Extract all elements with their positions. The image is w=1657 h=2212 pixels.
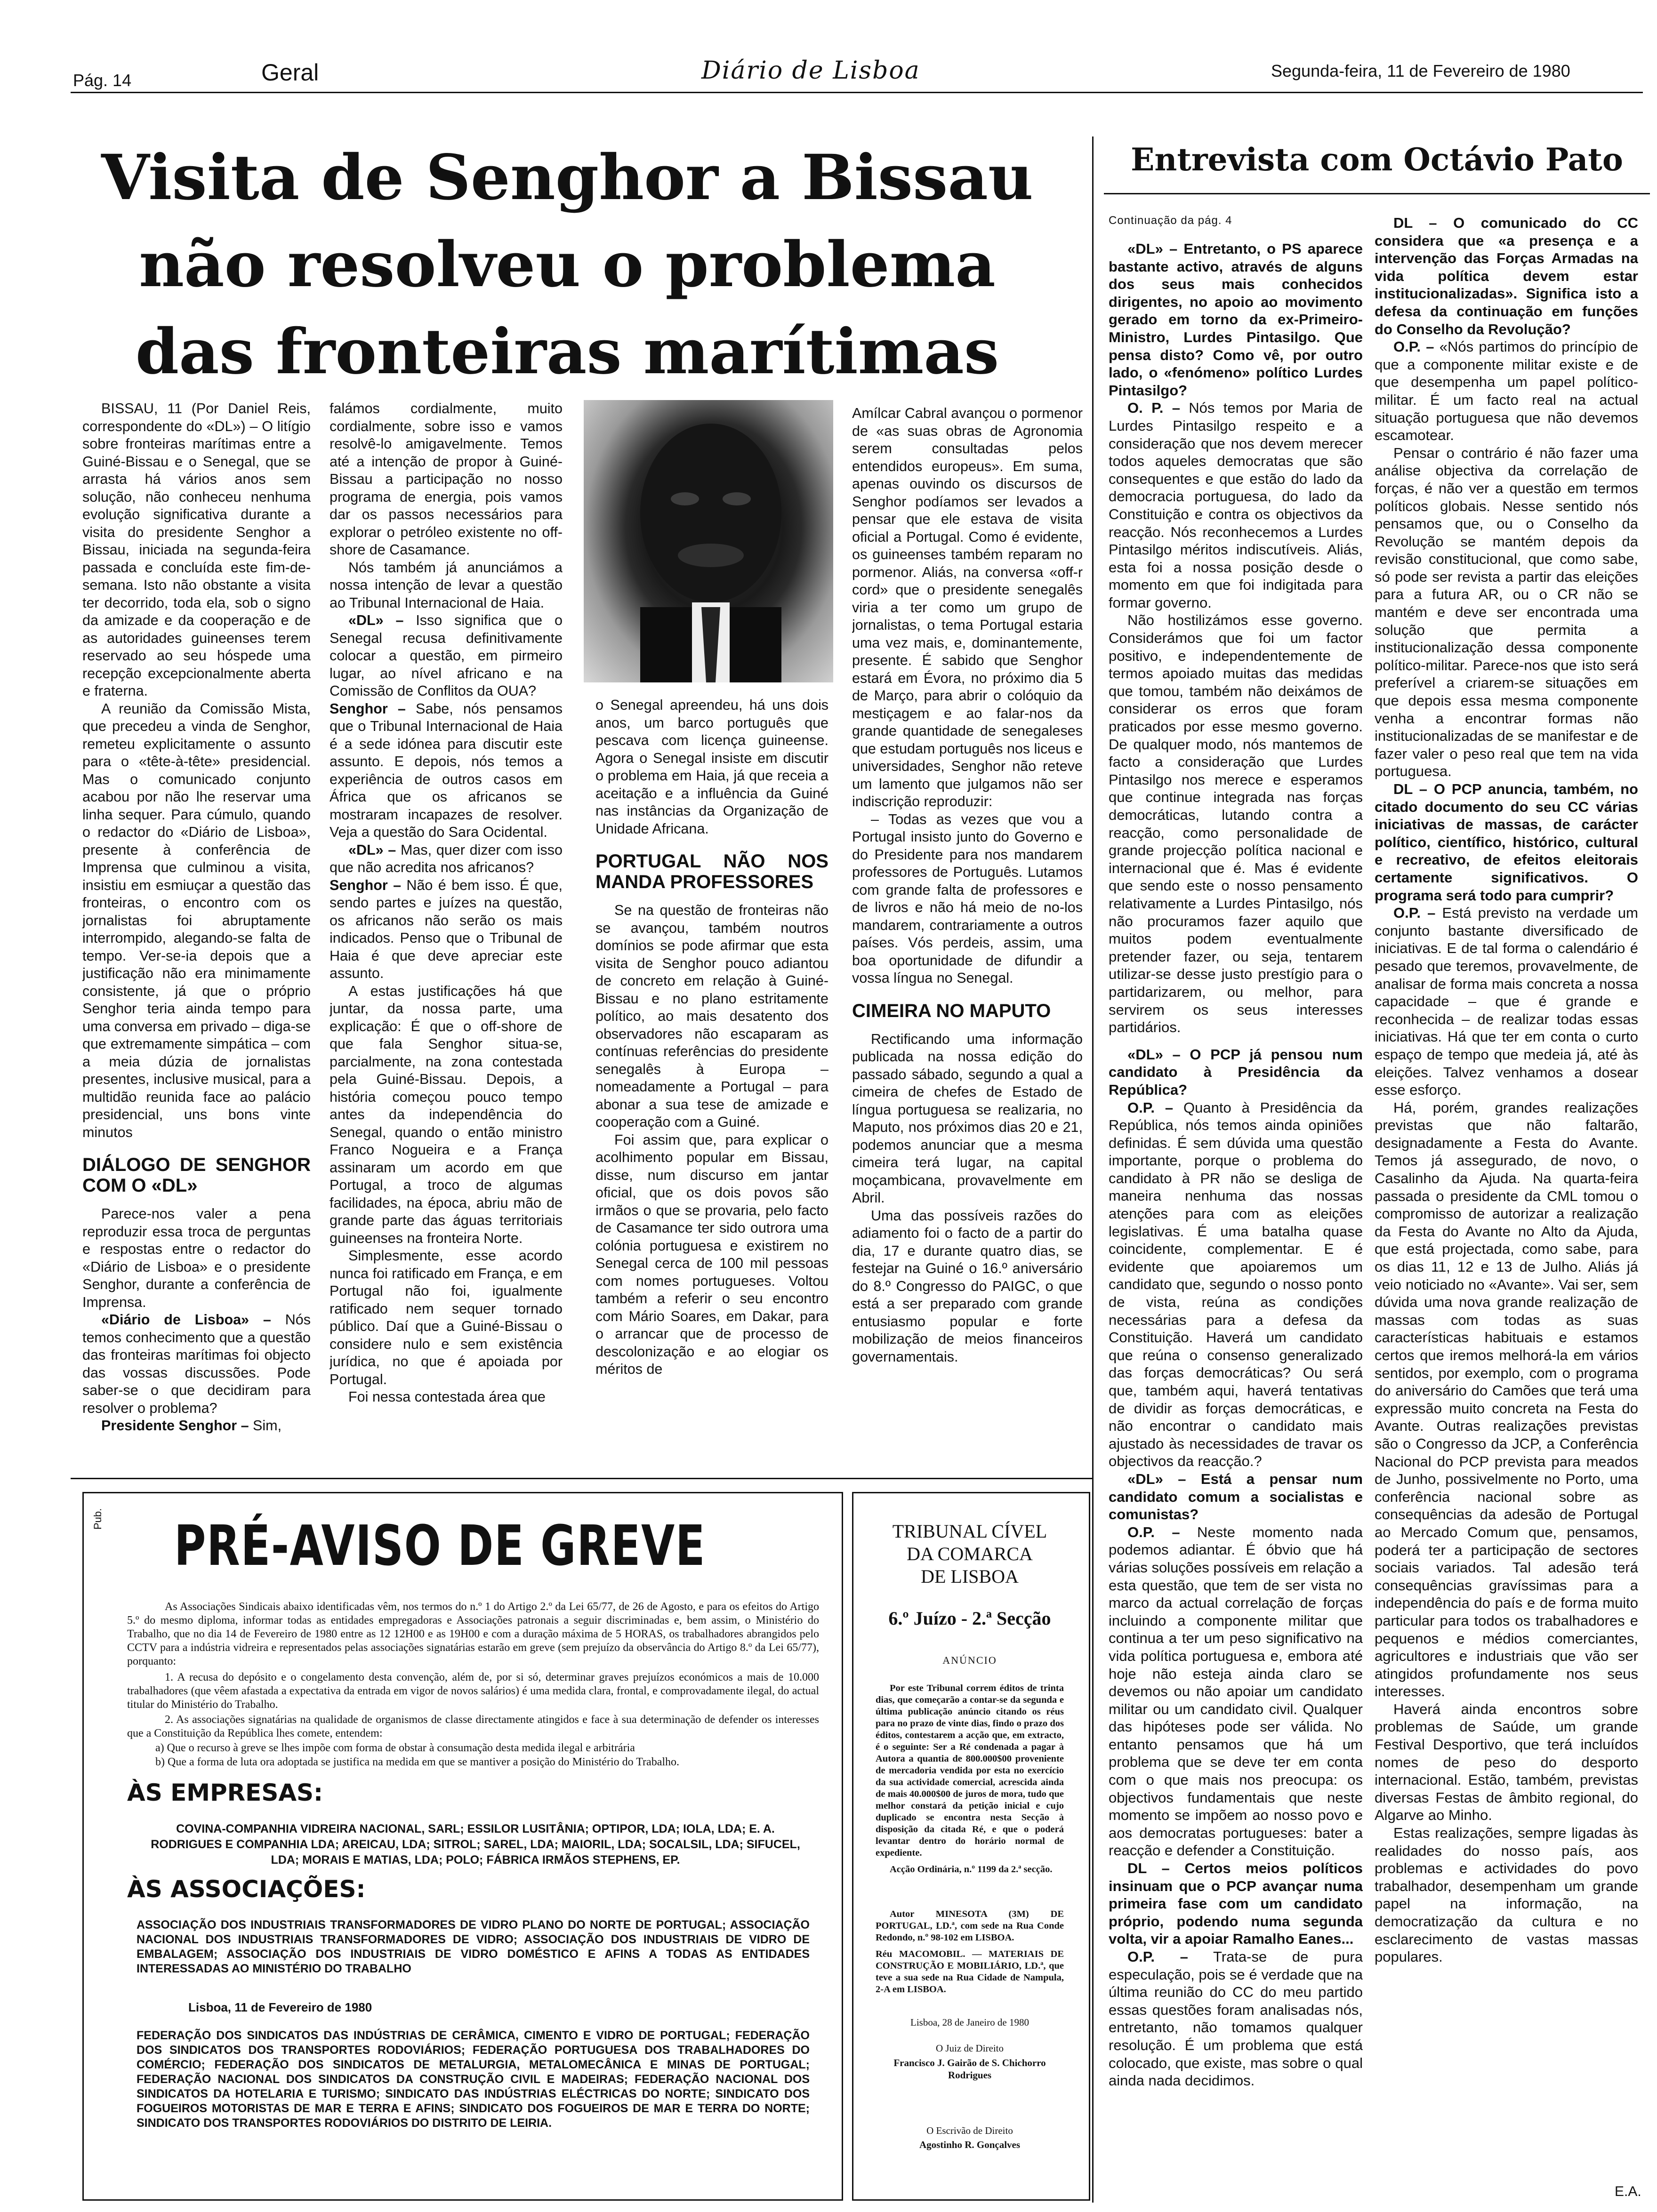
interview-question: DL – O PCP anuncia, também, no citado documento do seu CC várias iniciativas de massas, de carácter político, científico, histórico, cultural e recreativo, de efeitos eleitorais certamente significativos. O programa será todo para cumprir? bbox=[1375, 781, 1638, 904]
page-number: Pág. 14 bbox=[73, 71, 132, 90]
article-paragraph: Senghor – Sabe, nós pensamos que o Tribunal Internacional de Haia é a sede idónea para discutir este assunto. E depois, nós temos a experiência de outros casos em África que os africanos se mostraram incapazes de resolver. Veja a questão do Sara Ocidental. bbox=[330, 700, 563, 840]
strike-title: PRÉ-AVISO DE GREVE bbox=[174, 1513, 706, 1578]
article-paragraph: Simplesmente, esse acordo nunca foi ratificado em França, e em Portugal não foi, igualmente ratificado nem sequer tornado público. Daí que a Guiné-Bissau o considere nulo e sem existência jurídica, no que é apoiada por Portugal. bbox=[330, 1248, 563, 1387]
article-column-3 bbox=[595, 697, 828, 1468]
continuation-note: Continuação da pág. 4 bbox=[1109, 214, 1232, 227]
article-paragraph: BISSAU, 11 (Por Daniel Reis, correspondente do «DL») – O litígio sobre fronteiras marítimas entre a Guiné-Bissau e o Senegal, que se arrasta há vários anos sem solução, não conheceu nenhuma evolução significativa durante a visita do presidente Senghor a Bissau, iniciada na segunda-feira passada e concluída este fim-de-semana. Isto não obstante a visita ter decorrido, toda ela, sob o signo da amizade e da cooperação e de as autoridades guineenses terem reservado ao seu hóspede uma recepção excepcionalmente aberta e fraterna. bbox=[82, 401, 311, 699]
article-column-2 bbox=[330, 400, 563, 1468]
federations-list: FEDERAÇÃO DOS SINDICATOS DAS INDÚSTRIAS DE CERÂMICA, CIMENTO E VIDRO DE PORTUGAL; FEDERAÇÃO DOS SINDICATOS DOS TRANSPORTES RODOVIÁRIOS; FEDERAÇÃO PORTUGUESA DOS TRABALHADORES DO COMÉRCIO; FEDERAÇÃO DOS SINDICATOS DE METALURGIA, METALOMECÂNICA E MINAS DE PORTUGAL; FEDERAÇÃO NACIONAL DOS SINDICATOS DA CONSTRUÇÃO CIVIL E MADEIRAS; FEDERAÇÃO NACIONAL DOS SINDICATOS DA HOTELARIA E TURISMO; SINDICATO DAS INDÚSTRIAS ELÉCTRICAS DO NORTE; SINDICATO DOS FOGUEIROS MOTORISTAS DE MAR E TERRA E AFINS; SINDICATO DOS FOGUEIROS DE MAR E TERRA DO NORTE; SINDICATO DOS TRANSPORTES RODOVIÁRIOS DO DISTRITO DE LEIRIA. bbox=[137, 2029, 810, 2130]
senghor-photo bbox=[584, 400, 833, 682]
court-autor: Autor MINESOTA (3M) DE PORTUGAL, LD.ª, com sede na Rua Conde Redondo, n.º 98-102 em LISBOA. bbox=[876, 1909, 1064, 1943]
interview-rule bbox=[1104, 193, 1650, 194]
interview-answer: O.P. – Quanto à Presidência da República, nós temos ainda opiniões definidas. É sem dúvida uma questão importante, porque o problema do candidato à PR não se desliga de maneira nenhuma das nossas atenções para com as eleições legislativas. É uma batalha quase coincidente, complementar. E é evidente que apoiaremos um candidato que, segundo o nosso ponto de vista, reúna as condições necessárias para a defesa da Constituição. Haverá um candidato que reúna o consenso generalizado das forças democráticas? Ou será que, também aqui, haverá tentativas de dividir as forças democráticas, e não encontrar o candidato mais ajustado às necessidades de travar os objectivos da reacção.? bbox=[1109, 1099, 1363, 1470]
court-section: 6.º Juízo - 2.ª Secção bbox=[888, 1608, 1051, 1629]
strike-intro: As Associações Sindicais abaixo identificadas vêm, nos termos do n.º 1 do Artigo 2.º da Lei 65/77, de 26 de Agosto, e para os efeitos do Artigo 5.º do mesmo diploma, informar todas as entidades empregadoras e Associações patronais a seguir discriminadas e, bem assim, o Ministério do Trabalho, que no dia 14 de Fevereiro de 1980 entre as 12 12H00 e as 19H00 e com a duração máxima de 5 HORAS, os trabalhadores abrangidos pelo CCTV para a indústria vidreira e representados pelas associações signatárias estarão em greve (sem prejuízo da observância do Artigo 8.º da Lei 65/77), porquanto: bbox=[127, 1601, 819, 1667]
interview-answer: O.P. – Trata-se de pura especulação, pois se é verdade que na última reunião do CC do meu partido essas questões foram analisadas nós, entretanto, não tomamos qualquer resolução. É um problema que está colocado, que existe, mas sobre o qual ainda nada decidimos. bbox=[1109, 1948, 1363, 2089]
article-paragraph: Foi assim que, para explicar o acolhimento popular em Bissau, disse, num discurso em jantar oficial, que os dois povos são irmãos o que se provaria, pelo facto de Casamance ter sido outrora uma colónia portuguesa e existirem no Senegal cerca de 100 mil pessoas com nomes portugueses. Voltou também a referir o seu encontro com Mário Soares, em Dakar, para o arrancar que de processo de descolonização e ao elogiar os méritos de bbox=[595, 1131, 828, 1377]
article-paragraph: – Todas as vezes que vou a Portugal insisto junto do Governo e do Presidente para nos mandarem professores de Português. Lutamos com grande falta de professores e de livros e não há meio de no-los mandarem, contrariamente a outros países. Vós perdeis, assim, uma boa oportunidade de difundir a vossa língua no Senegal. bbox=[852, 811, 1083, 986]
article-paragraph: «DL» – Isso significa que o Senegal recusa definitivamente colocar a questão, em pirmeiro lugar, ao nível africano e na Comissão de Conflitos da OUA? bbox=[330, 612, 563, 699]
court-clerk-name: Agostinho R. Gonçalves bbox=[919, 2139, 1021, 2150]
article-paragraph: «Diário de Lisboa» – Nós temos conhecimento que a questão das fronteiras marítimas foi objecto das vossas discussões. Pode saber-se o que decidiram para resolver o problema? bbox=[82, 1312, 311, 1416]
article-paragraph: Senghor – Não é bem isso. É que, sendo partes e juízes na questão, os africanos não serão os mais indicados. Penso que o Tribunal de Haia é que deve apreciar este assunto. bbox=[330, 877, 563, 981]
column-divider bbox=[1092, 136, 1094, 2203]
strike-item-2b: b) Que a forma de luta ora adoptada se justifica na medida em que se mantiver a posição do Ministério do Trabalho. bbox=[155, 1756, 680, 1768]
article-paragraph: Presidente Senghor – Sim, bbox=[101, 1418, 282, 1434]
interview-column-b bbox=[1375, 214, 1638, 2172]
strike-item-2a: a) Que o recurso à greve se lhes impõe com forma de obstar à consumação desta medida ilegal e arbitrária bbox=[155, 1742, 635, 1754]
interview-paragraph: Estas realizações, sempre ligadas às realidades do nosso país, aos problemas e actividades do povo trabalhador, desempenham um grande papel na informação, na democratização da cultura e no esclarecimento de vastas massas populares. bbox=[1375, 1825, 1638, 1965]
interview-question: «DL» – O PCP já pensou num candidato à Presidência da República? bbox=[1109, 1046, 1363, 1098]
court-line-3: DE LISBOA bbox=[921, 1566, 1019, 1587]
court-clerk-title: O Escrivão de Direito bbox=[926, 2125, 1013, 2136]
court-accao: Acção Ordinária, n.º 1199 da 2.ª secção. bbox=[890, 1864, 1053, 1875]
court-judge-title: O Juiz de Direito bbox=[935, 2043, 1004, 2054]
strike-date: Lisboa, 11 de Fevereiro de 1980 bbox=[188, 2000, 372, 2014]
article-paragraph: falámos cordialmente, muito cordialmente, sobre isso e vamos resolvê-lo amigavelmente. Temos até a intenção de propor à Guiné-Bissau a participação no nosso programa de energia, pois vamos dar os passos necessários para explorar o petróleo existente no off-shore de Casamance. bbox=[330, 401, 563, 558]
interview-question: «DL» – Está a pensar num candidato comum a socialistas e comunistas? bbox=[1109, 1470, 1363, 1523]
interview-paragraph: Haverá ainda encontros sobre problemas de Saúde, um grande Festival Desportivo, que terá incluídos nomes de peso do desporto internacional. Estão, também, previstas diversas Festas de âmbito regional, do Algarve ao Minho. bbox=[1375, 1700, 1638, 1824]
section-label: Geral bbox=[261, 59, 319, 86]
interview-paragraph: Pensar o contrário é não fazer uma análise objectiva da correlação de forças, é não ver a questão em termos políticos globais. Nesse sentido nós pensamos que, ou o Conselho da Revolução se mantém depois da revisão constitucional, que como sabe, só pode ser revista a partir das eleições para a futura AR, ou o CR não se mantém e deve ser encontrada uma solução que permita a institucionalização dessa componente político-militar. Parece-nos que isto será preferível a criarem-se situações em que depois essa mesma componente venha a encontrar formas não institucionalizadas de se manifestar e de fazer valer o peso real que tem na vida portuguesa. bbox=[1375, 444, 1638, 780]
article-title-line2: não resolveu o problema bbox=[139, 228, 996, 301]
empresas-heading: ÀS EMPRESAS: bbox=[127, 1779, 323, 1806]
interview-answer: O.P. – Está previsto na verdade um conjunto bastante diversificado de iniciativas. E de tal forma o calendário é pesado que teremos, provavelmente, de analisar de forma mais concreta a nossa capacidade – que é grande e reconhecida – de realizar todas essas iniciativas. Há que ter em conta o curto espaço de tempo que medeia já, até às eleições. Talvez venhamos a dosear esse esforço. bbox=[1375, 905, 1638, 1098]
article-subheading: PORTUGAL NÃO NOS MANDA PROFESSORES bbox=[595, 851, 828, 892]
court-line-2: DA COMARCA bbox=[907, 1543, 1033, 1564]
court-line-1: TRIBUNAL CÍVEL bbox=[892, 1521, 1047, 1542]
interview-answer: O. P. – Nós temos por Maria de Lurdes Pintasilgo respeito e a consideração que nos devem merecer todos aqueles democratas que são consequentes e que estão do lado da democracia portuguesa, do lado da Constituição e contra os objectivos da reacção. Nós reconhecemos a Lurdes Pintasilgo méritos indiscutíveis. Aliás, esta foi a nossa posição desde o momento em que foi indigitada para formar governo. bbox=[1109, 400, 1363, 611]
associacoes-heading: ÀS ASSOCIAÇÕES: bbox=[127, 1875, 366, 1903]
portrait-illustration bbox=[584, 400, 833, 682]
court-reu: Réu MACOMOBIL. — MATERIAIS DE CONSTRUÇÃO E MOBILIÁRIO, LD.ª, que teve a sua sede na Rua Cidade de Nampula, 2-A em LISBOA. bbox=[876, 1949, 1064, 1995]
interview-column-a bbox=[1109, 240, 1363, 2193]
header-rule bbox=[71, 92, 1643, 93]
court-judge-name: Francisco J. Gairão de S. Chichorro Rodrigues bbox=[893, 2057, 1046, 2081]
interview-paragraph: Há, porém, grandes realizações previstas que não faltarão, designadamente a Festa do Avante. Temos já assegurado, de novo, o Casalinho da Ajuda. Na quarta-feira passada o presidente da CML tomou o compromisso de autorizar a realização da Festa do Avante no Alto da Ajuda, que está projectada, como sabe, para os dias 11, 12 e 13 de Julho. Aliás já veio noticiado no «Avante». Vai ser, sem dúvida uma nova grande realização de massas com todas as suas características habituais e estamos certos que iremos melhorá-la em vários sentidos, por exemplo, com o programa do aniversário do Camões que terá uma expressão muito concreta na Festa do Avante. Outras realizações previstas são o Congresso da JCP, a Conferência Nacional do PCP prevista para meados de Junho, possivelmente no Porto, uma conferência nacional sobre as consequências da adesão de Portugal ao Mercado Comum que, pensamos, poderá ter a participação de sectores sociais variados. Tal adesão terá consequências gravíssimas para a independência do país e de forma muito particular para todos os trabalhadores e pequenos e médios comerciantes, agricultores e industriais que vão ser atingidos profundamente nos seus interesses. bbox=[1375, 1099, 1638, 1700]
interview-signature: E.A. bbox=[1615, 2184, 1641, 2199]
court-date: Lisboa, 28 de Janeiro de 1980 bbox=[910, 2017, 1029, 2028]
court-anuncio: ANÚNCIO bbox=[942, 1654, 997, 1666]
article-paragraph: Rectificando uma informação publicada na nossa edição do passado sábado, segundo a qual a cimeira de chefes de Estado de língua portuguesa se realizaria, no Maputo, nos próximos dias 20 e 21, podemos anunciar que a mesma cimeira terá lugar, na capital moçambicana, provavelmente em Abril. bbox=[852, 1031, 1083, 1206]
article-paragraph: Foi nessa contestada área que bbox=[348, 1389, 546, 1405]
article-column-4 bbox=[852, 405, 1083, 1468]
interview-question: DL – Certos meios políticos insinuam que o PCP avançar numa primeira fase com um candidato próprio, podendo numa segunda volta, vir a apoiar Ramalho Eanes... bbox=[1109, 1860, 1363, 1948]
article-paragraph: «DL» – Mas, quer dizer com isso que não acredita nos africanos? bbox=[330, 842, 563, 875]
article-paragraph: Amílcar Cabral avançou o pormenor de «as suas obras de Agronomia serem consultadas pelos entendidos europeus». Em suma, apenas ouvindo os discursos de Senghor podíamos ser levados a pensar que ele estava de visita oficial a Portugal. Como é evidente, os guineenses também reparam no pormenor. Aliás, na conversa «off-r cord» que o presidente senegalês viria a ter como um grupo de jornalistas, o tema Portugal estaria uma vez mais, e, dominantemente, presente. É sabido que Senghor estará em Évora, no próximo dia 5 de Março, para abrir o colóquio da mestiçagem e ao falar-nos da grande quantidade de senegaleses que estudam português nos liceus e universidades, Senghor não reteve um lamento que julgamos não ser indiscrição reproduzir: bbox=[852, 405, 1083, 809]
article-subheading: CIMEIRA NO MAPUTO bbox=[852, 1000, 1051, 1021]
article-paragraph: A reunião da Comissão Mista, que precedeu a vinda de Senghor, remeteu explicitamente o assunto para o «tête-à-tête» presidencial. Mas o comunicado conjunto acabou por não lhe reservar uma linha sequer. Para cúmulo, quando o redactor do «Diário de Lisboa», presente à conferência de Imprensa que culminou a visita, insistiu em esmiuçar a questão das fronteiras, o encontro com os jornalistas foi abruptamente interrompido, alegando-se falta de tempo. Ver-se-ia depois que a justificação não era minimamente consistente, já que o próprio Senghor teria ainda tempo para uma conversa em privado – diga-se que extremamente simpática – com a meia dúzia de jornalistas presentes, inclusive musical, para a multidão reunida face ao palácio presidencial, uns bons vinte minutos bbox=[82, 700, 311, 1140]
interview-question: DL – O comunicado do CC considera que «a presença e a intervenção das Forças Armadas na vida política devem estar institucionalizadas». Significa isto a defesa da continuação em funções do Conselho da Revolução? bbox=[1375, 215, 1638, 337]
article-paragraph: Nós também já anunciámos a nossa intenção de levar a questão ao Tribunal Internacional de Haia. bbox=[330, 559, 563, 611]
court-body: Por este Tribunal correm éditos de trinta dias, que começarão a contar-se da segunda e última publicação anúncio citando os réus para no prazo de vinte dias, findo o prazo dos éditos, contestarem a acção que, em extracto, é o seguinte: Ser a Ré condenada a pagar à Autora a quantia de 800.000$00 proveniente de mercadoria vendida por esta no exercício da sua actividade comercial, acrescida ainda de mais 40.000$00 de juros de mora, tudo que melhor constará da petição inicial e cujo duplicado se encontra nesta Secção à disposição da citada Ré, e que o poderá levantar dentro do horário normal de expediente. bbox=[876, 1683, 1064, 1858]
interview-question: «DL» – Entretanto, o PS aparece bastante activo, através de alguns dos seus mais conhecidos dirigentes, no apoio ao movimento gerado em torno da ex-Primeiro-Ministro, Lurdes Pintasilgo. Que pensa disto? Como vê, por outro lado, o «fenómeno» político Lurdes Pintasilgo? bbox=[1109, 240, 1363, 399]
article-title-line3: das fronteiras marítimas bbox=[135, 315, 999, 388]
issue-date: Segunda-feira, 11 de Fevereiro de 1980 bbox=[1271, 61, 1570, 80]
article-paragraph: A estas justificações há que juntar, da nossa parte, uma explicação: É que o off-shore de que fala Senghor situa-se, parcialmente, na zona contestada pela Guiné-Bissau. Depois, a história começou pouco tempo antes da independência do Senegal, quando o então ministro Franco Nogueira e a França assinaram um acordo em que Portugal, a troco de algumas facilidades, na época, abriu mão de grande parte das águas territoriais guineenses na fronteira Norte. bbox=[330, 983, 563, 1246]
article-column-1 bbox=[82, 400, 311, 1468]
article-title-line1: Visita de Senghor a Bissau bbox=[101, 141, 1033, 214]
article-subheading: DIÁLOGO DE SENGHOR COM O «DL» bbox=[82, 1154, 311, 1196]
empresas-list: COVINA-COMPANHIA VIDREIRA NACIONAL, SARL; ESSILOR LUSITÂNIA; OPTIPOR, LDA; IOLA, LDA; E. A. RODRIGUES E COMPANHIA LDA; AREICAU, LDA; SITROL; SAREL, LDA; MAIORIL, LDA; SOCALSIL, LDA; SIFUCEL, LDA; MORAIS E MATIAS, LDA; POLO; FÁBRICA IRMÃOS STEPHENS, EP. bbox=[151, 1822, 800, 1867]
interview-paragraph: Não hostilizámos esse governo. Considerámos que foi um factor positivo, e independentemente de termos apoiado muitas das medidas que tomou, também não deixámos de considerar os erros que foram praticados por esse mesmo governo. De qualquer modo, nós mantemos de facto a consideração que Lurdes Pintasilgo nos merece e esperamos que continue integrada nas forças democráticas, lutando contra a reacção, como personalidade de grande projecção política nacional e internacional que é. Mas é evidente que sendo este o nosso pensamento relativamente a Lurdes Pintasilgo, nós não procuramos fazer aquilo que muitos podem eventualmente pretender fazer, ou seja, tentarem utilizar-se desse justo prestígio para o partidarizarem, ou melhor, para servirem os seus interesses partidários. bbox=[1109, 612, 1363, 1036]
interview-title: Entrevista com Octávio Pato bbox=[1131, 141, 1623, 178]
ads-rule bbox=[71, 1478, 1092, 1479]
strike-item-2: 2. As associações signatárias na qualidade de organismos de classe directamente atingidos e face à sua determinação de defender os interesses que a Constituição da República lhes comete, entendem: bbox=[127, 1714, 819, 1739]
article-paragraph: Parece-nos valer a pena reproduzir essa troca de perguntas e respostas entre o redactor do «Diário de Lisboa» e o presidente Senghor, durante a conferência de Imprensa. bbox=[82, 1206, 311, 1310]
pub-label: Pub. bbox=[92, 1508, 104, 1530]
article-paragraph: Uma das possíveis razões do adiamento foi o facto de a partir do dia, 17 e durante quatro dias, se festejar na Guiné o 16.º aniversário do 8.º Congresso do PAIGC, o que está a ser preparado com grande entusiasmo popular e forte mobilização de meios financeiros governamentais. bbox=[852, 1207, 1083, 1365]
article-paragraph: o Senegal apreendeu, há uns dois anos, um barco português que pescava com licença guineense. Agora o Senegal insiste em discutir o problema em Haia, já que receia a aceitação e a influência da Guiné nas instâncias da Organização de Unidade Africana. bbox=[595, 697, 828, 837]
interview-answer: O.P. – Neste momento nada podemos adiantar. É óbvio que há várias soluções possíveis em relação a esta questão, que tem de ser vista no marco da actual correlação de forças incluindo a componente militar que continua a ter um peso significativo na vida política portuguesa e, embora até hoje não esteja ainda claro se devemos ou não apoiar um candidato militar ou um candidato civil. Qualquer das hipóteses pode ser válida. No entanto pensamos que há um problema que se deve ter em conta com o que mais nos preocupa: os objectivos fundamentais que neste momento se impõem ao nosso povo e aos democratas portugueses: bater a reacção e defender a Constituição. bbox=[1109, 1523, 1363, 1859]
interview-answer: O.P. – «Nós partimos do princípio de que a componente militar existe e de que desempenha um papel político-militar. É um facto real na actual situação portuguesa que não devemos escamotear. bbox=[1375, 338, 1638, 444]
associacoes-list: ASSOCIAÇÃO DOS INDUSTRIAIS TRANSFORMADORES DE VIDRO PLANO DO NORTE DE PORTUGAL; ASSOCIAÇÃO NACIONAL DOS INDUSTRIAIS TRANSFORMADORES DE VIDRO; ASSOCIAÇÃO DOS INDUSTRIAIS DE VIDRO DE EMBALAGEM; ASSOCIAÇÃO DOS INDUSTRIAIS DE VIDRO DOMÉSTICO E AFINS A TODAS AS ENTIDADES INTERESSADAS AO MINISTÉRIO DO TRABALHO bbox=[137, 1918, 810, 1975]
strike-item-1: 1. A recusa do depósito e o congelamento desta convenção, além de, por si só, determinar graves prejuízos económicos a mais de 10.000 trabalhadores (que vêem afastada a expectativa da entrada em vigor de novos salários) é uma medida clara, frontal, e comprovadamente ilegal, do actual titular do Ministério do Trabalho. bbox=[127, 1671, 819, 1711]
article-paragraph: Se na questão de fronteiras não se avançou, também noutros domínios se pode afirmar que esta visita de Senghor pouco adiantou de concreto em relação à Guiné-Bissau e no plano estritamente político, ao mais desatento dos observadores não escaparam as contínuas referências do presidente senegalês à Europa – nomeadamente a Portugal – para abonar a sua tese de amizade e cooperação com a Guiné. bbox=[595, 902, 828, 1130]
masthead: Diário de Lisboa bbox=[701, 56, 920, 85]
